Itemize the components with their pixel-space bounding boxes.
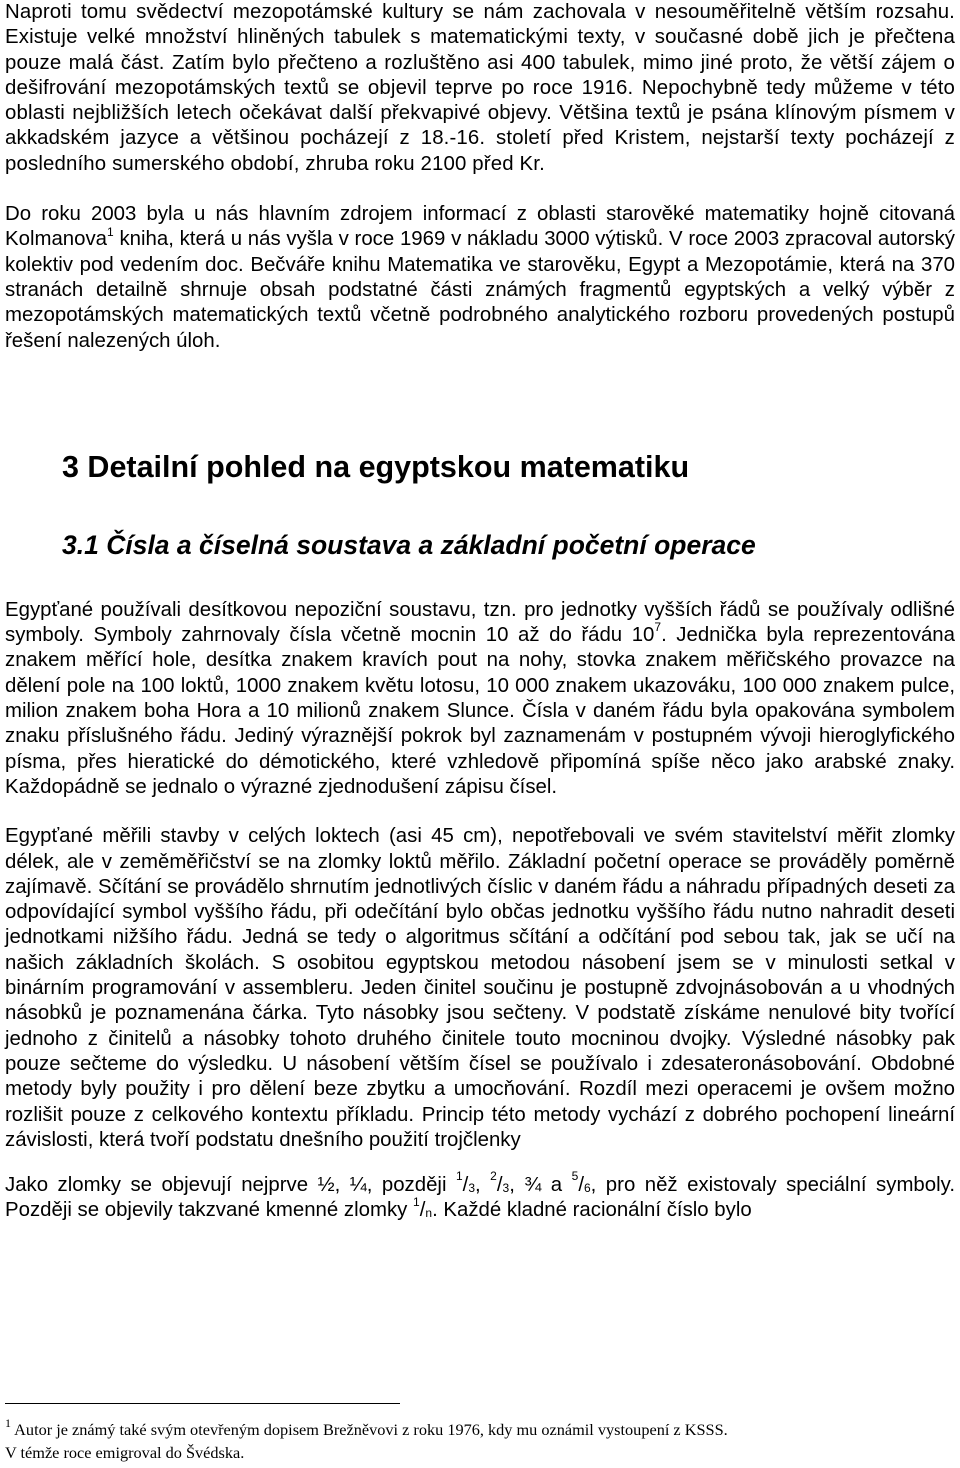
fraction-numerator: 5 — [571, 1169, 579, 1184]
section-heading: 3.1 Čísla a číselná soustava a základní početní operace — [62, 529, 756, 560]
chapter-heading: 3 Detailní pohled na egyptskou matematiku — [62, 449, 690, 484]
paragraph-fractions: Jako zlomky se objevují nejprve ½, ¼, později $^1/_3$, $^2/_3$, ¾ a $^5/_6$, pro něž existovaly speciální symboly. Později se objevily takzvané kmenné zlomky $^1/_n$. Každé kladné racionální číslo bylo — [5, 1169, 955, 1222]
paragraph-text: Do roku 2003 byla u nás hlavním zdrojem informací z oblasti starověké matematiky hojně citovaná Kolmanova — [5, 203, 955, 251]
fraction-denominator: 3 — [502, 1181, 510, 1196]
footnote-line: V témže roce emigroval do Švédska. — [5, 1442, 245, 1462]
fraction-denominator: 3 — [468, 1181, 475, 1196]
paragraph-number-system — [5, 598, 955, 800]
footnote-text: Autor je známý také svým otevřeným dopisem Brežněvovi z roku 1976, kdy mu oznámil vystoupení z KSSS. — [11, 1420, 728, 1439]
paragraph-text: , pro něž existovaly speciální symboly. Později se objevily takzvané kmenné zlomky — [5, 1174, 955, 1222]
paragraph-text: Jako zlomky se objevují nejprve ½, ¼, později — [5, 1174, 456, 1197]
fraction-numerator: 1 — [455, 1169, 463, 1184]
paragraph-sources — [5, 202, 955, 354]
footnote-separator — [5, 1403, 400, 1404]
fraction-numerator: 2 — [490, 1169, 497, 1184]
paragraph-text: , — [475, 1174, 491, 1197]
exponent: 7 — [654, 620, 662, 635]
footnote-ref[interactable]: 1 — [107, 224, 114, 239]
fraction-denominator: n — [425, 1206, 433, 1221]
footnote-number: 1 — [5, 1415, 11, 1430]
paragraph-operations: Egypťané měřili stavby v celých loktech (asi 45 cm), nepotřebovali ve svém stavitelství měřit zlomky délek, ale v zeměměřičství se na zlomky loktů měřilo. Základní početní operace se prováděly poměrně zajímavě. Sčítání se provádělo shrnutím jednotlivých číslic v daném řádu a náhradu případných deseti za odpovídající symbol vyššího řádu, při odečítání bylo občas jednotku vyššího řádu nutno nahradit deseti jednotkami nižšího řádu. Jedná se tedy o algoritmus sčítání a odčítání pod sebou tak, jak se učí na našich základních školách. S osobitou egyptskou metodou násobení jsem se v minulosti setkal v binárním programování v assembleru. Jeden činitel součinu je postupně zdvojnásobován a u vhodných násobků je poznamenána čárka. Tyto násobky jsou sečteny. V podstatě získáme nenulové bity tvořící jednoho z činitelů a násobky tohoto druhého činitele touto mocninou dvojky. Výsledné násobky pak pouze sečteme do výsledku. U násobení větším čísel se používalo i zdesateronásobování. Obdobné metody byly použity i pro dělení beze zbytku a umocňování. Rozdíl mezi operacemi je ovšem možno rozlišit pouze z celkového kontextu příkladu. Princip této metody vychází z dobrého pochopení lineární závislosti, která tvoří podstatu dnešního použití trojčlenky — [5, 825, 955, 1151]
footnote-line — [5, 1415, 955, 1442]
footnote — [5, 1415, 955, 1464]
paragraph-mesopotamian-tablets: Naproti tomu svědectví mezopotámské kultury se nám zachovala v nesouměřitelně větším rozsahu. Existuje velké množství hliněných tabulek s matematickými texty, v současné době jich je přečtena pouze malá část. Zatím bylo přečteno a rozluštěno asi 400 tabulek, mimo jiné proto, že větší zájem o dešifrování mezopotámských textů se objevil teprve po roce 1916. Nepochybně tedy můžeme v této oblasti nejbližších letech očekávat další překvapivé objevy. Většina textů je psána klínovým písmem v akkadském jazyce a většinou pocházejí z 18.-16. století před Kristem, nejstarší texty pocházejí z posledního sumerského období, zhruba roku 2100 před Kr. — [5, 1, 955, 175]
paragraph-text: . Jednička byla reprezentována znakem měřící hole, desítka znakem kravích pout na nohy, stovka znakem měřičského provazce na dělení pole na 100 loktů, 1000 znakem květu lotosu, 10 000 znakem ukazováku, 100 000 znakem pulce, milion znakem boha Hora a 10 milionů znakem Slunce. Čísla v daném řádu byla opakována symbolem znaku příslušného řádu. Jediný výraznější pokrok byl zaznamenám v postupném vývoji hieroglyfického písma, přes hieratické do démotického, které vzhledově připomíná spíše něco jako arabské znaky. Každopádně se jednalo o výrazné zjednodušení zápisu čísel. — [5, 624, 955, 798]
fraction-numerator: 1 — [413, 1194, 420, 1209]
paragraph-text: . Každé kladné racionální číslo bylo — [432, 1199, 752, 1222]
fraction-denominator: 6 — [583, 1181, 591, 1196]
paragraph-text: Egypťané používali desítkovou nepoziční soustavu, tzn. pro jednotky vyšších řádů se používaly odlišné symboly. Symboly zahrnovaly čísla včetně mocnin 10 až do řádu 10 — [5, 598, 955, 647]
document-page — [5, 0, 955, 1224]
paragraph-text: kniha, která u nás vyšla v roce 1969 v nákladu 3000 výtisků. V roce 2003 zpracoval autorský kolektiv pod vedením doc. Bečváře knihu Matematika ve starověku, Egypt a Mezopotámie, která na 370 stranách detailně shrnuje obsah podstatné části známých fragmentů egyptských a velký výběr z mezopotámských matematických textů včetně podrobného analytického rozboru provedených postupů řešení nalezených úloh. — [5, 228, 955, 352]
paragraph-text: , ¾ a — [509, 1174, 572, 1197]
